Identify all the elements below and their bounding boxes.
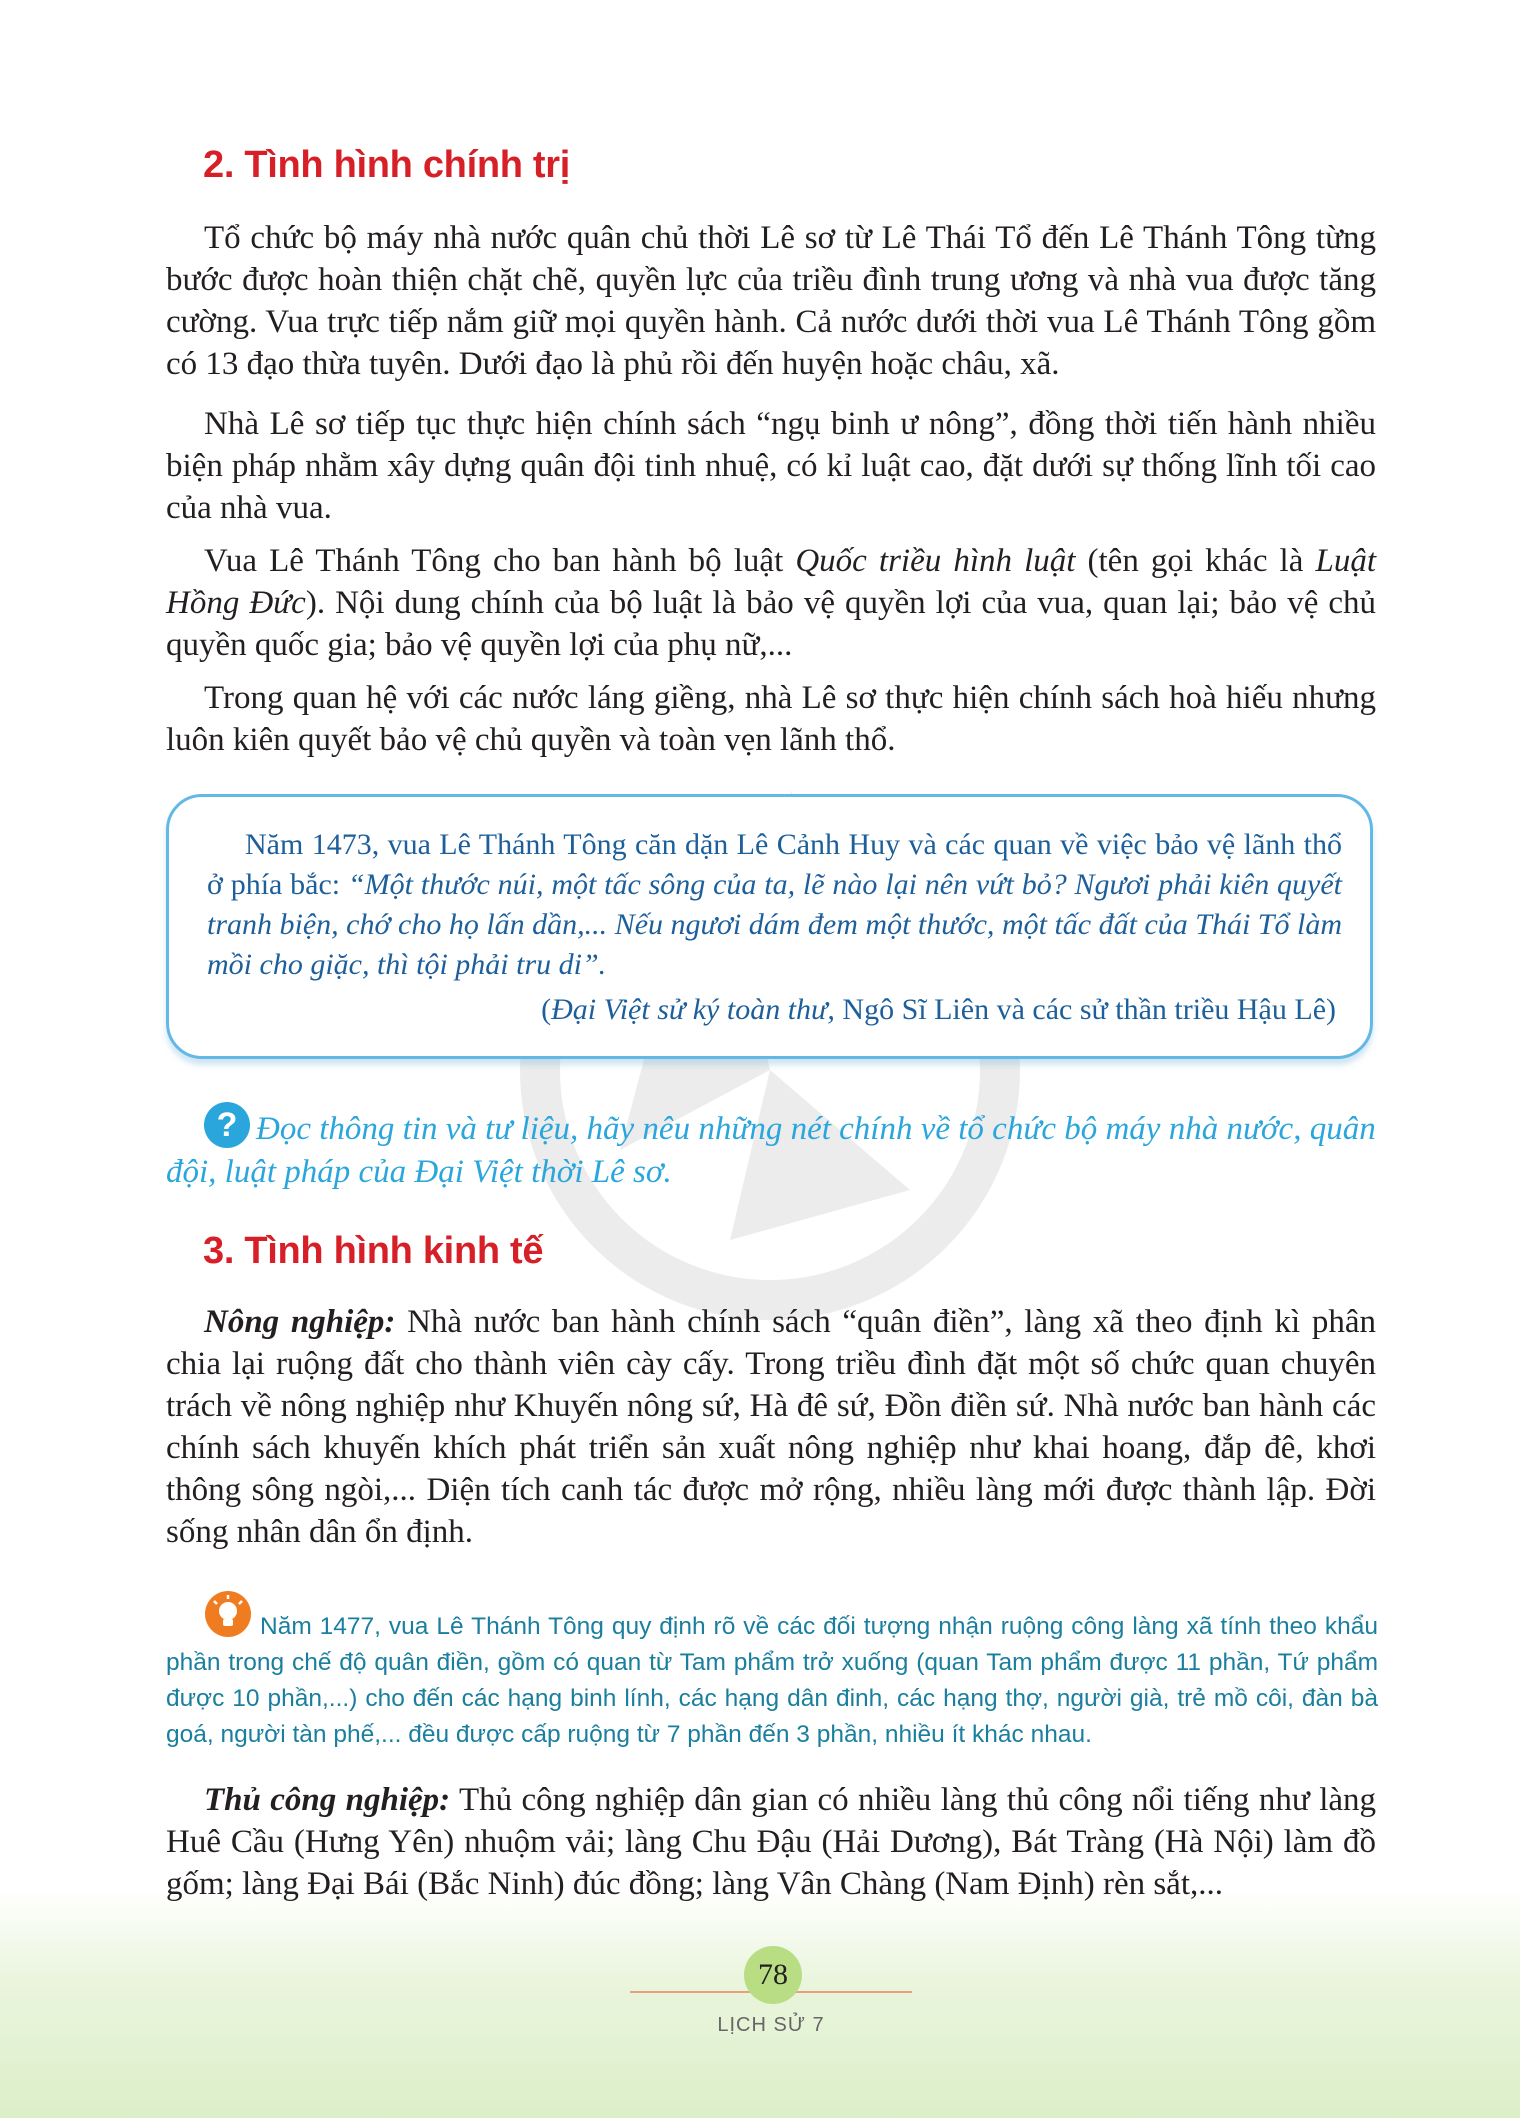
- agriculture-label: Nông nghiệp:: [204, 1304, 396, 1340]
- law-alias: Luật Hồng Đức: [166, 543, 1376, 621]
- quote-citation: “Một thước núi, một tấc sông của ta, lẽ nào lại nên vứt bỏ? Ngươi phải kiên quyết tranh biện, chớ cho họ lấn dần,... Nếu ngươi dám đem một thước, một tấc đất của Thái Tổ làm mồi cho giặc, thì tội phải tru di”.: [207, 868, 1342, 981]
- politics-paragraph-foreign-relations: Trong quan hệ với các nước láng giềng, nhà Lê sơ thực hiện chính sách hoà hiếu nhưng luôn kiên quyết bảo vệ chủ quyền và toàn vẹn lãnh thổ.: [166, 680, 1376, 758]
- historical-quote-box: [166, 794, 1373, 1059]
- politics-paragraph-law: Vua Lê Thánh Tông cho ban hành bộ luật Quốc triều hình luật (tên gọi khác là Luật Hồng Đức). Nội dung chính của bộ luật là bảo vệ quyền lợi của vua, quan lại; bảo vệ chủ quyền quốc gia; bảo vệ quyền lợi của phụ nữ,...: [166, 543, 1377, 663]
- quote-source: (Đại Việt sử ký toàn thư, Ngô Sĩ Liên và các sử thần triều Hậu Lê): [541, 993, 1336, 1026]
- book-title-footer: LỊCH SỬ 7: [717, 2014, 825, 2036]
- quote-text: Năm 1473, vua Lê Thánh Tông căn dặn Lê Cảnh Huy và các quan về việc bảo vệ lãnh thổ ở phía bắc: “Một thước núi, một tấc sông của ta, lẽ nào lại nên vứt bỏ? Ngươi phải kiên quyết tranh biện, chớ cho họ lấn dần,... Nếu ngươi dám đem một thước, một tấc đất của Thái Tổ làm mồi cho giặc, thì tội phải tru di”.: [207, 828, 1342, 981]
- page-number: 78: [758, 1958, 788, 1991]
- review-question: Đọc thông tin và tư liệu, hãy nêu những nét chính về tổ chức bộ máy nhà nước, quân đội, luật pháp của Đại Việt thời Lê sơ.: [166, 1111, 1376, 1190]
- law-title: Quốc triều hình luật: [795, 543, 1076, 579]
- economy-paragraph-handicraft: Thủ công nghiệp: Thủ công nghiệp dân gian có nhiều làng thủ công nổi tiếng như làng Huê Cầu (Hưng Yên) nhuộm vải; làng Chu Đậu (Hải Dương), Bát Tràng (Hà Nội) làm đồ gốm; làng Đại Bái (Bắc Ninh) đúc đồng; làng Vân Chàng (Nam Định) rèn sắt,...: [166, 1782, 1377, 1902]
- politics-paragraph-army: Nhà Lê sơ tiếp tục thực hiện chính sách “ngụ binh ư nông”, đồng thời tiến hành nhiều biện pháp nhằm xây dựng quân đội tinh nhuệ, có kỉ luật cao, đặt dưới sự thống lĩnh tối cao của nhà vua.: [166, 406, 1376, 526]
- section-heading-economy: 3. Tình hình kinh tế: [203, 1230, 544, 1272]
- politics-paragraph-state-apparatus: Tổ chức bộ máy nhà nước quân chủ thời Lê sơ từ Lê Thái Tổ đến Lê Thánh Tông từng bước được hoàn thiện chặt chẽ, quyền lực của triều đình trung ương và nhà vua được tăng cường. Vua trực tiếp nắm giữ mọi quyền hành. Cả nước dưới thời vua Lê Thánh Tông gồm có 13 đạo thừa tuyên. Dưới đạo là phủ rồi đến huyện hoặc châu, xã.: [166, 220, 1376, 382]
- quote-source-book: Đại Việt sử ký toàn thư,: [551, 993, 835, 1026]
- section-heading-politics: 2. Tình hình chính trị: [203, 144, 571, 186]
- economy-paragraph-agriculture: Nông nghiệp: Nhà nước ban hành chính sách “quân điền”, làng xã theo định kì phân chia lại ruộng đất cho thành viên cày cấy. Trong triều đình đặt một số chức quan chuyên trách về nông nghiệp như Khuyến nông sứ, Hà đê sứ, Đồn điền sứ. Nhà nước ban hành các chính sách khuyến khích phát triển sản xuất nông nghiệp như khai hoang, đắp đê, khơi thông sông ngòi,... Diện tích canh tác được mở rộng, nhiều làng mới được thành lập. Đời sống nhân dân ổn định.: [166, 1304, 1376, 1550]
- question-mark-icon: ?: [204, 1102, 250, 1148]
- handicraft-label: Thủ công nghiệp:: [204, 1782, 451, 1818]
- info-note-land-distribution: Năm 1477, vua Lê Thánh Tông quy định rõ về các đối tượng nhận ruộng công làng xã tính theo khẩu phần trong chế độ quân điền, gồm có quan từ Tam phẩm trở xuống (quan Tam phẩm được 11 phần, Tứ phẩm được 10 phần,...) cho đến các hạng binh lính, các hạng dân đinh, các hạng thợ, người già, trẻ mồ côi, đàn bà goá, người tàn phế,... đều được cấp ruộng từ 7 phần đến 3 phần, nhiều ít khác nhau.: [166, 1613, 1378, 1748]
